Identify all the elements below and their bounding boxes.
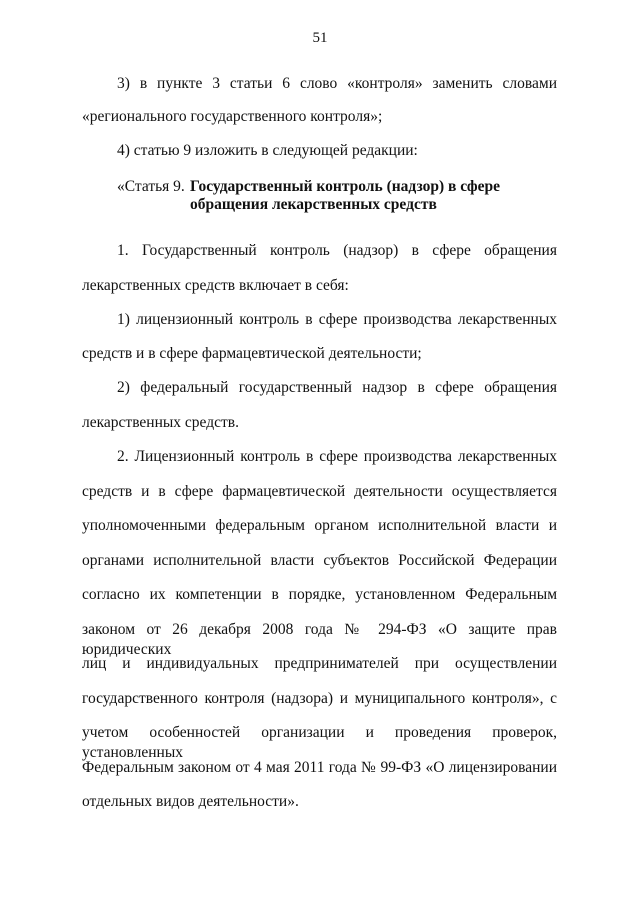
article-title-line-2: обращения лекарственных средств [190,196,437,213]
text-line: 1. Государственный контроль (надзор) в сфере обращения [117,242,557,259]
text-line: «регионального государственного контроля»; [82,108,383,125]
text-line: лиц и индивидуальных предпринимателей при осуществлении [82,655,557,672]
page-number: 51 [312,30,328,46]
text-line: средств и в сфере фармацевтической деятельности; [82,345,422,362]
text-line: уполномоченными федеральным органом исполнительной власти и [82,517,557,534]
text-line: отдельных видов деятельности». [82,793,299,810]
text-line: лекарственных средств включает в себя: [82,277,349,294]
text-line: 4) статью 9 изложить в следующей редакции: [117,142,418,159]
text-line: органами исполнительной власти субъектов Российской Федерации [82,552,557,569]
text-line: 1) лицензионный контроль в сфере производства лекарственных [117,311,557,328]
text-line: учетом особенностей организации и проведения проверок, установленных [82,724,557,761]
text-line: 2. Лицензионный контроль в сфере производства лекарственных [117,448,557,465]
text-line: средств и в сфере фармацевтической деятельности осуществляется [82,483,557,500]
article-label: «Статья 9. [117,178,185,195]
text-line: государственного контроля (надзора) и муниципального контроля», с [82,690,557,707]
text-line: лекарственных средств. [82,414,239,431]
text-line: законом от 26 декабря 2008 года № 294-ФЗ «О защите прав юридических [82,621,557,658]
text-line: 3) в пункте 3 статьи 6 слово «контроля» заменить словами [117,75,557,92]
text-line: 2) федеральный государственный надзор в сфере обращения [117,379,557,396]
text-line: Федеральным законом от 4 мая 2011 года № 99-ФЗ «О лицензировании [82,759,557,776]
text-line: согласно их компетенции в порядке, установленном Федеральным [82,586,557,603]
article-title-line-1: Государственный контроль (надзор) в сфере [190,178,501,195]
